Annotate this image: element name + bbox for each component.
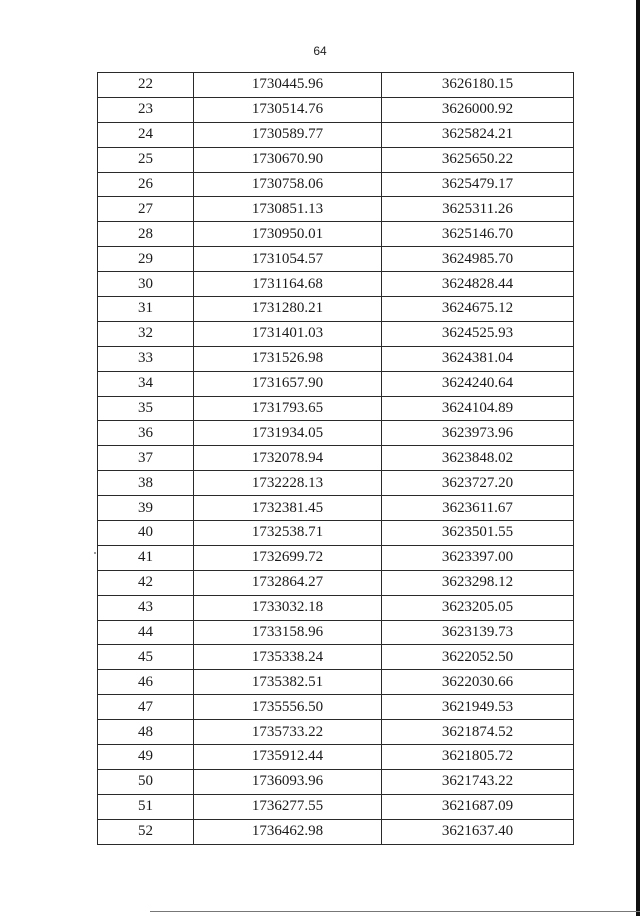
y-coordinate-cell: 3623205.05 bbox=[382, 595, 574, 620]
x-coordinate-cell: 1731793.65 bbox=[194, 396, 382, 421]
point-number-cell: 40 bbox=[98, 521, 194, 546]
point-number-cell: 32 bbox=[98, 321, 194, 346]
point-number-cell: 27 bbox=[98, 197, 194, 222]
y-coordinate-cell: 3624985.70 bbox=[382, 247, 574, 272]
table-row bbox=[98, 446, 574, 471]
point-number-cell: 24 bbox=[98, 122, 194, 147]
y-coordinate-cell: 3624828.44 bbox=[382, 272, 574, 297]
point-number-cell: 30 bbox=[98, 272, 194, 297]
y-coordinate-cell: 3624525.93 bbox=[382, 321, 574, 346]
x-coordinate-cell: 1732381.45 bbox=[194, 496, 382, 521]
table-row bbox=[98, 521, 574, 546]
y-coordinate-cell: 3624104.89 bbox=[382, 396, 574, 421]
x-coordinate-cell: 1735912.44 bbox=[194, 745, 382, 770]
y-coordinate-cell: 3623298.12 bbox=[382, 570, 574, 595]
x-coordinate-cell: 1730758.06 bbox=[194, 172, 382, 197]
y-coordinate-cell: 3626180.15 bbox=[382, 73, 574, 98]
table-row bbox=[98, 570, 574, 595]
table-row bbox=[98, 321, 574, 346]
point-number-cell: 46 bbox=[98, 670, 194, 695]
point-number-cell: 26 bbox=[98, 172, 194, 197]
point-number-cell: 31 bbox=[98, 297, 194, 322]
y-coordinate-cell: 3624675.12 bbox=[382, 297, 574, 322]
y-coordinate-cell: 3623501.55 bbox=[382, 521, 574, 546]
point-number-cell: 35 bbox=[98, 396, 194, 421]
y-coordinate-cell: 3621949.53 bbox=[382, 695, 574, 720]
scan-speck bbox=[94, 552, 96, 554]
table-row bbox=[98, 222, 574, 247]
point-number-cell: 33 bbox=[98, 346, 194, 371]
table-row bbox=[98, 819, 574, 844]
x-coordinate-cell: 1733158.96 bbox=[194, 620, 382, 645]
table-row bbox=[98, 197, 574, 222]
x-coordinate-cell: 1731280.21 bbox=[194, 297, 382, 322]
y-coordinate-cell: 3622030.66 bbox=[382, 670, 574, 695]
table-row bbox=[98, 595, 574, 620]
y-coordinate-cell: 3622052.50 bbox=[382, 645, 574, 670]
x-coordinate-cell: 1732078.94 bbox=[194, 446, 382, 471]
y-coordinate-cell: 3623397.00 bbox=[382, 545, 574, 570]
point-number-cell: 34 bbox=[98, 371, 194, 396]
table-row bbox=[98, 73, 574, 98]
table-row bbox=[98, 720, 574, 745]
x-coordinate-cell: 1736462.98 bbox=[194, 819, 382, 844]
x-coordinate-cell: 1731401.03 bbox=[194, 321, 382, 346]
table-row bbox=[98, 794, 574, 819]
point-number-cell: 44 bbox=[98, 620, 194, 645]
x-coordinate-cell: 1732228.13 bbox=[194, 471, 382, 496]
x-coordinate-cell: 1733032.18 bbox=[194, 595, 382, 620]
y-coordinate-cell: 3625479.17 bbox=[382, 172, 574, 197]
point-number-cell: 50 bbox=[98, 769, 194, 794]
table-row bbox=[98, 346, 574, 371]
point-number-cell: 52 bbox=[98, 819, 194, 844]
table-row bbox=[98, 620, 574, 645]
point-number-cell: 47 bbox=[98, 695, 194, 720]
x-coordinate-cell: 1730445.96 bbox=[194, 73, 382, 98]
x-coordinate-cell: 1732699.72 bbox=[194, 545, 382, 570]
x-coordinate-cell: 1730514.76 bbox=[194, 97, 382, 122]
table-row bbox=[98, 471, 574, 496]
point-number-cell: 22 bbox=[98, 73, 194, 98]
x-coordinate-cell: 1730950.01 bbox=[194, 222, 382, 247]
x-coordinate-cell: 1732864.27 bbox=[194, 570, 382, 595]
table-body bbox=[98, 73, 574, 845]
bottom-rule bbox=[150, 911, 640, 912]
table-row bbox=[98, 396, 574, 421]
point-number-cell: 39 bbox=[98, 496, 194, 521]
point-number-cell: 49 bbox=[98, 745, 194, 770]
point-number-cell: 29 bbox=[98, 247, 194, 272]
point-number-cell: 23 bbox=[98, 97, 194, 122]
point-number-cell: 36 bbox=[98, 421, 194, 446]
x-coordinate-cell: 1732538.71 bbox=[194, 521, 382, 546]
x-coordinate-cell: 1731657.90 bbox=[194, 371, 382, 396]
x-coordinate-cell: 1730589.77 bbox=[194, 122, 382, 147]
table-row bbox=[98, 172, 574, 197]
y-coordinate-cell: 3623727.20 bbox=[382, 471, 574, 496]
x-coordinate-cell: 1735338.24 bbox=[194, 645, 382, 670]
point-number-cell: 38 bbox=[98, 471, 194, 496]
table-row bbox=[98, 695, 574, 720]
y-coordinate-cell: 3623848.02 bbox=[382, 446, 574, 471]
y-coordinate-cell: 3623139.73 bbox=[382, 620, 574, 645]
y-coordinate-cell: 3625311.26 bbox=[382, 197, 574, 222]
point-number-cell: 43 bbox=[98, 595, 194, 620]
y-coordinate-cell: 3621743.22 bbox=[382, 769, 574, 794]
x-coordinate-cell: 1735382.51 bbox=[194, 670, 382, 695]
y-coordinate-cell: 3624381.04 bbox=[382, 346, 574, 371]
y-coordinate-cell: 3625824.21 bbox=[382, 122, 574, 147]
table-row bbox=[98, 97, 574, 122]
x-coordinate-cell: 1735556.50 bbox=[194, 695, 382, 720]
point-number-cell: 37 bbox=[98, 446, 194, 471]
point-number-cell: 45 bbox=[98, 645, 194, 670]
point-number-cell: 48 bbox=[98, 720, 194, 745]
y-coordinate-cell: 3625650.22 bbox=[382, 147, 574, 172]
table-row bbox=[98, 272, 574, 297]
table-row bbox=[98, 147, 574, 172]
y-coordinate-cell: 3621805.72 bbox=[382, 745, 574, 770]
x-coordinate-cell: 1735733.22 bbox=[194, 720, 382, 745]
y-coordinate-cell: 3626000.92 bbox=[382, 97, 574, 122]
point-number-cell: 42 bbox=[98, 570, 194, 595]
table-row bbox=[98, 371, 574, 396]
x-coordinate-cell: 1736093.96 bbox=[194, 769, 382, 794]
point-number-cell: 28 bbox=[98, 222, 194, 247]
table-row bbox=[98, 496, 574, 521]
y-coordinate-cell: 3621687.09 bbox=[382, 794, 574, 819]
scan-edge bbox=[636, 0, 640, 916]
table-row bbox=[98, 545, 574, 570]
table-row bbox=[98, 297, 574, 322]
point-number-cell: 25 bbox=[98, 147, 194, 172]
table-row bbox=[98, 247, 574, 272]
page-number: 64 bbox=[313, 44, 327, 58]
y-coordinate-cell: 3621874.52 bbox=[382, 720, 574, 745]
point-number-cell: 51 bbox=[98, 794, 194, 819]
y-coordinate-cell: 3623611.67 bbox=[382, 496, 574, 521]
table-row bbox=[98, 670, 574, 695]
x-coordinate-cell: 1736277.55 bbox=[194, 794, 382, 819]
point-number-cell: 41 bbox=[98, 545, 194, 570]
x-coordinate-cell: 1731934.05 bbox=[194, 421, 382, 446]
x-coordinate-cell: 1731526.98 bbox=[194, 346, 382, 371]
y-coordinate-cell: 3625146.70 bbox=[382, 222, 574, 247]
y-coordinate-cell: 3623973.96 bbox=[382, 421, 574, 446]
x-coordinate-cell: 1730851.13 bbox=[194, 197, 382, 222]
table-row bbox=[98, 645, 574, 670]
y-coordinate-cell: 3621637.40 bbox=[382, 819, 574, 844]
x-coordinate-cell: 1731054.57 bbox=[194, 247, 382, 272]
table-row bbox=[98, 769, 574, 794]
x-coordinate-cell: 1731164.68 bbox=[194, 272, 382, 297]
y-coordinate-cell: 3624240.64 bbox=[382, 371, 574, 396]
coordinates-table bbox=[97, 72, 574, 845]
table-row bbox=[98, 122, 574, 147]
table-row bbox=[98, 421, 574, 446]
table-row bbox=[98, 745, 574, 770]
x-coordinate-cell: 1730670.90 bbox=[194, 147, 382, 172]
